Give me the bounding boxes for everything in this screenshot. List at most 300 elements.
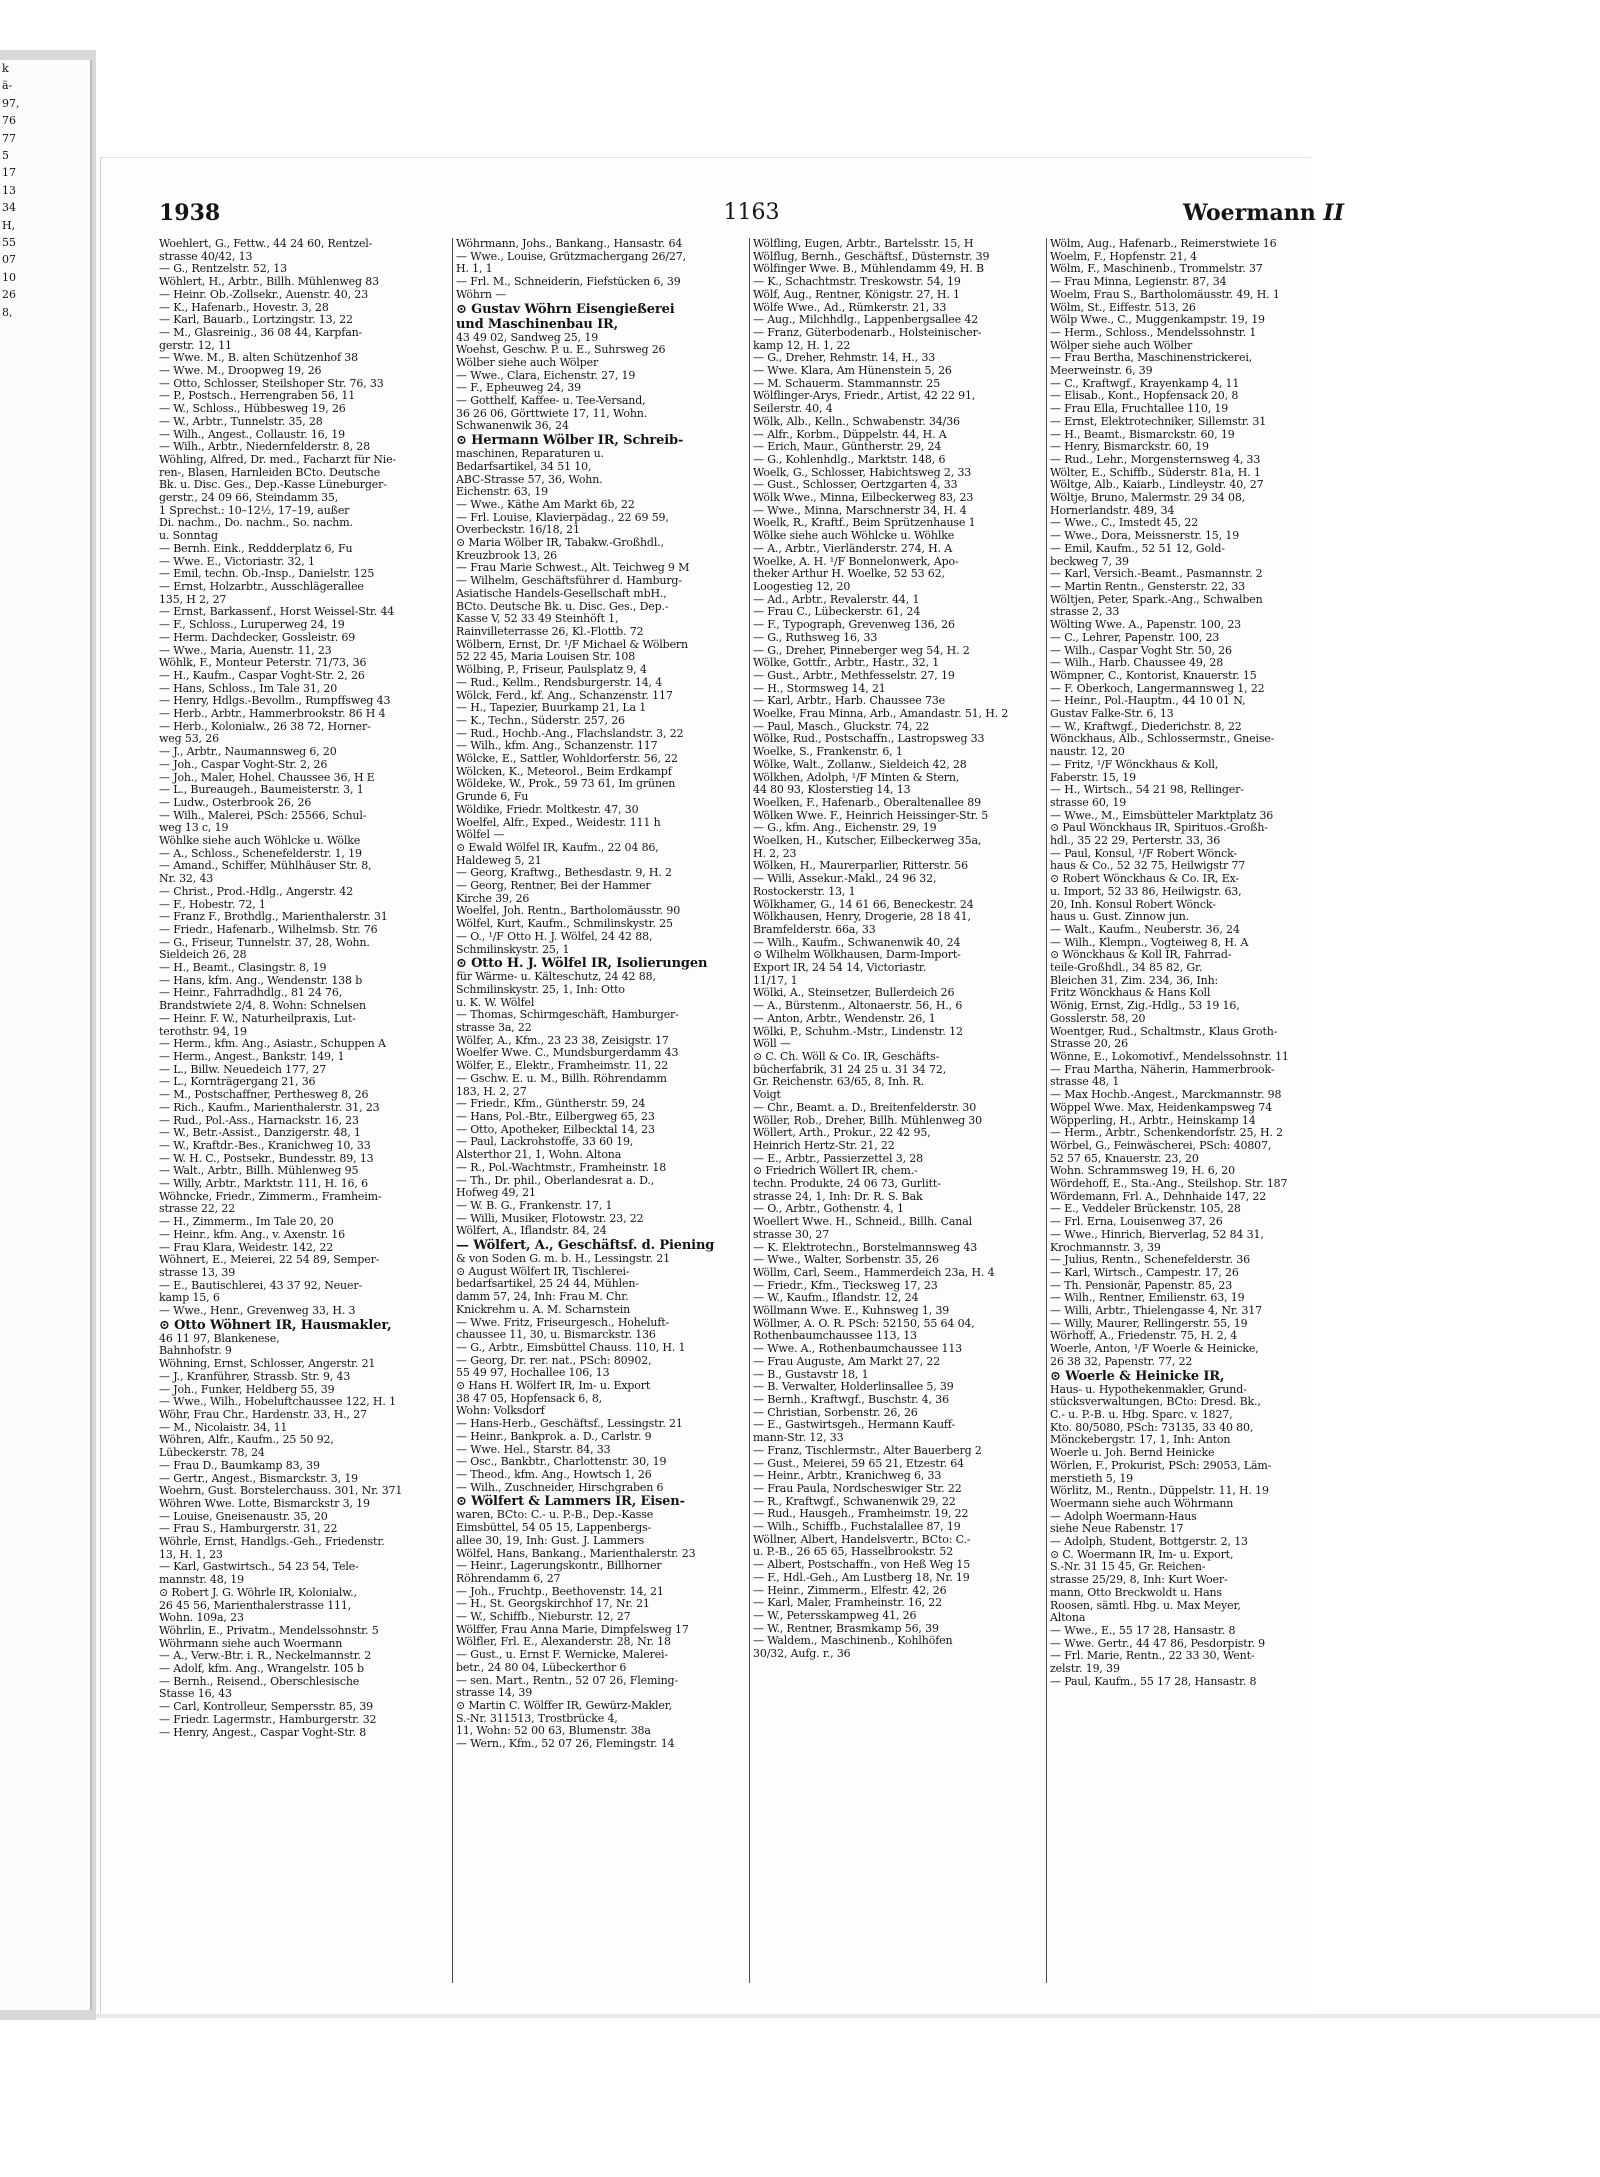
directory-entry: Wöhning, Ernst, Schlosser, Angerstr. 21	[159, 1358, 376, 1371]
directory-entry: Wölcke, E., Sattler, Wohldorferstr. 56, 22	[456, 753, 678, 766]
directory-entry: Kirche 39, 26	[456, 892, 530, 905]
directory-entry: Wöhnert, E., Meierei, 22 54 89, Semper-	[159, 1254, 380, 1267]
directory-entry: Wölbern, Ernst, Dr. ¹/F Michael & Wölbern	[456, 638, 688, 651]
directory-entry: — Chr., Beamt. a. D., Breitenfelderstr. 30	[753, 1101, 977, 1114]
directory-entry: — Wwe., Henr., Grevenweg 33, H. 3	[159, 1305, 356, 1318]
directory-entry: Wölter, E., Schiffb., Süderstr. 81a, H. 1	[1050, 466, 1261, 479]
directory-entry: Wömpner, C., Kontorist, Knauerstr. 15	[1050, 669, 1257, 682]
directory-entry: 46 11 97, Blankenese,	[159, 1332, 280, 1345]
page-number: 1163	[723, 200, 780, 225]
page-year: 1938	[159, 200, 221, 226]
directory-entry: Gustav Falke-Str. 6, 13	[1050, 708, 1174, 721]
directory-entry: — Wilh., Kaufm., Schwanenwik 40, 24	[753, 936, 961, 949]
directory-entry: ⊙ Robert Wönckhaus & Co. IR, Ex-	[1050, 873, 1240, 886]
directory-entry: Wöhrn —	[456, 288, 507, 301]
directory-entry: — Wwe. M., B. alten Schützenhof 38	[159, 352, 358, 365]
directory-entry: — Karl, Wirtsch., Campestr. 17, 26	[1050, 1266, 1239, 1279]
directory-entry: — Karl, Arbtr., Harb. Chaussee 73e	[753, 695, 946, 708]
directory-entry: Woerle u. Joh. Bernd Heinicke	[1050, 1447, 1215, 1460]
directory-entry: siehe Neue Rabenstr. 17	[1050, 1523, 1184, 1536]
directory-entry: Wölcken, K., Meteorol., Beim Erdkampf	[456, 765, 672, 778]
directory-entry: Di. nachm., Do. nachm., So. nachm.	[159, 517, 353, 530]
directory-entry: Kreuzbrook 13, 26	[456, 549, 558, 562]
directory-entry: — Christian, Sorbenstr. 26, 26	[753, 1406, 918, 1419]
directory-entry: Wölting Wwe. A., Papenstr. 100, 23	[1050, 619, 1242, 632]
directory-entry: ⊙ C. Woermann IR, Im- u. Export,	[1050, 1548, 1234, 1561]
directory-entry: — Karl, Maler, Framheinstr. 16, 22	[753, 1597, 943, 1610]
directory-entry: 36 26 06, Görttwiete 17, 11, Wohn.	[456, 407, 648, 420]
directory-entry: strasse 24, 1, Inh: Dr. R. S. Bak	[753, 1190, 923, 1203]
directory-entry: Wöltge, Alb., Kaiarb., Lindleystr. 40, 27	[1050, 479, 1264, 492]
directory-entry: Wölfinger Wwe. B., Mühlendamm 49, H. B	[753, 263, 984, 276]
directory-entry: C.- u. P.-B. u. Hbg. Sparc. v. 1827,	[1050, 1408, 1233, 1421]
directory-entry: theker Arthur H. Woelke, 52 53 62,	[753, 568, 945, 581]
facing-page-text: 26	[2, 288, 16, 302]
directory-entry: — W., Schiffb., Nieburstr. 12, 27	[456, 1611, 631, 1624]
facing-page	[0, 60, 92, 2010]
directory-entry: für Wärme- u. Kälteschutz, 24 42 88,	[456, 971, 656, 984]
directory-entry: — W., Arbtr., Tunnelstr. 35, 28	[159, 415, 323, 428]
directory-entry: Wöhlk, F., Monteur Peterstr. 71/73, 36	[159, 657, 367, 670]
directory-entry: — Emil, techn. Ob.-Insp., Danielstr. 125	[159, 568, 375, 581]
directory-entry: Wölffer, Frau Anna Marie, Dimpfelsweg 17	[456, 1623, 689, 1636]
directory-entry: — Hans, Schloss., Im Tale 31, 20	[159, 682, 338, 695]
directory-entry: — Hans-Herb., Geschäftsf., Lessingstr. 21	[456, 1418, 683, 1431]
directory-entry: 52 22 45, Maria Louisen Str. 108	[456, 651, 636, 664]
directory-entry: — A., Arbtr., Vierländerstr. 274, H. A	[753, 542, 953, 555]
directory-entry: — K., Techn., Süderstr. 257, 26	[456, 714, 625, 727]
directory-entry: — Heinr., Bankprok. a. D., Carlstr. 9	[456, 1430, 652, 1443]
directory-entry: — F., Schloss., Luruperweg 24, 19	[159, 619, 345, 632]
column-2	[456, 238, 746, 1998]
directory-entry: — W., Rentner, Brasmkamp 56, 39	[753, 1622, 939, 1635]
directory-entry: gerstr., 24 09 66, Steindamm 35,	[159, 492, 339, 505]
directory-entry: — Heinr., Fahrradhdlg., 81 24 76,	[159, 987, 343, 1000]
directory-entry: Wönne, E., Lokomotivf., Mendelssohnstr. 11	[1050, 1051, 1289, 1063]
directory-entry: Schwanenwik 36, 24	[456, 420, 569, 433]
directory-entry: waren, BCto: C.- u. P.-B., Dep.-Kasse	[456, 1509, 654, 1522]
directory-entry: — G., Friseur, Tunnelstr. 37, 28, Wohn.	[159, 936, 370, 949]
directory-entry: — Gust., Meierei, 59 65 21, Etzestr. 64	[753, 1457, 964, 1470]
directory-entry: H. 2, 23	[753, 847, 797, 860]
directory-entry: — C., Lehrer, Papenstr. 100, 23	[1050, 631, 1220, 644]
directory-entry: — E., Arbtr., Passierzettel 3, 28	[753, 1152, 923, 1165]
directory-entry: — Henry, Hdlgs.-Bevollm., Rumpffsweg 43	[159, 695, 391, 708]
directory-entry: Grunde 6, Fu	[456, 791, 529, 804]
directory-entry: — Anton, Arbtr., Wendenstr. 26, 1	[753, 1012, 936, 1025]
directory-entry: — Heinr. F. W., Naturheilpraxis, Lut-	[159, 1012, 356, 1025]
facing-page-text: 10	[2, 270, 16, 284]
directory-entry: — Friedr. Lagermstr., Hamburgerstr. 32	[159, 1713, 377, 1726]
directory-entry: Wöllmann Wwe. E., Kuhnsweg 1, 39	[753, 1305, 950, 1318]
directory-entry: — Wwe. E., Victoriastr. 32, 1	[159, 555, 315, 568]
directory-entry: — Wern., Kfm., 52 07 26, Flemingstr. 14	[456, 1738, 675, 1751]
directory-entry: terothstr. 94, 19	[159, 1025, 247, 1038]
directory-entry: — G., Arbtr., Eimsbüttel Chauss. 110, H. 1	[456, 1341, 686, 1354]
directory-entry: Roosen, sämtl. Hbg. u. Max Meyer,	[1050, 1599, 1241, 1612]
directory-entry: — Frau Minna, Legienstr. 87, 34	[1050, 276, 1227, 289]
directory-entry: — Rud., Hausgeh., Framheimstr. 19, 22	[753, 1508, 969, 1521]
directory-entry: — P., Postsch., Herrengraben 56, 11	[159, 390, 356, 403]
directory-entry: — Wwe., Clara, Eichenstr. 27, 19	[456, 369, 636, 382]
directory-entry: stücksverwaltungen, BCto: Dresd. Bk.,	[1050, 1396, 1261, 1409]
directory-entry: Woelm, Frau S., Bartholomäusstr. 49, H. 1	[1050, 288, 1280, 301]
directory-entry: BCto. Deutsche Bk. u. Disc. Ges., Dep.-	[456, 600, 669, 613]
directory-entry: strasse 2, 33	[1050, 606, 1120, 619]
directory-entry: 43 49 02, Sandweg 25, 19	[456, 331, 599, 344]
directory-entry: ⊙ Martin C. Wölffer IR, Gewürz-Makler,	[456, 1699, 672, 1712]
directory-entry: — Louise, Gneisenaustr. 35, 20	[159, 1510, 328, 1523]
directory-entry: Wöldeke, W., Prok., 59 73 61, Im grünen	[456, 778, 676, 791]
directory-entry: — Aug., Milchhdlg., Lappenbergsallee 42	[753, 314, 979, 327]
directory-entry: — Paul, Lackrohstoffe, 33 60 19,	[456, 1136, 634, 1149]
directory-entry: — M., Nicolaistr. 34, 11	[159, 1421, 288, 1434]
directory-entry: gerstr. 12, 11	[159, 339, 232, 352]
directory-columns	[159, 238, 1344, 1998]
directory-entry: ⊙ Hermann Wölber IR, Schreib-	[456, 433, 684, 449]
directory-entry: Overbeckstr. 16/18, 21	[456, 524, 580, 537]
directory-entry: — Friedr., Kfm., Tiecksweg 17, 23	[753, 1279, 938, 1292]
directory-entry: — G., Ruthsweg 16, 33	[753, 631, 878, 644]
directory-entry: — Otto, Schlosser, Steilshoper Str. 76, 33	[159, 377, 384, 390]
directory-entry: — G., kfm. Ang., Eichenstr. 29, 19	[753, 822, 937, 835]
directory-entry: — Rich., Kaufm., Marienthalerstr. 31, 23	[159, 1101, 380, 1114]
directory-entry: — Ernst, Holzarbtr., Ausschlägerallee	[159, 580, 364, 593]
directory-entry: — C., Kraftwgf., Krayenkamp 4, 11	[1050, 377, 1240, 390]
facing-page-text: 55	[2, 236, 16, 250]
directory-entry: — Willy, Arbtr., Marktstr. 111, H. 16, 6	[159, 1178, 368, 1191]
directory-entry: — Erich, Maur., Güntherstr. 29, 24	[753, 441, 942, 454]
directory-entry: 1 Sprechst.: 10–12½, 17–19, außer	[159, 504, 350, 517]
directory-entry: Wöhlke siehe auch Wöhlcke u. Wölke	[159, 835, 361, 848]
directory-entry: Hornerlandstr. 489, 34	[1050, 504, 1175, 517]
directory-entry: — F., Hdl.-Geh., Am Lustberg 18, Nr. 19	[753, 1571, 970, 1584]
directory-entry: — Joh., Funker, Heldberg 55, 39	[159, 1383, 335, 1396]
directory-entry: — Frau Klara, Weidestr. 142, 22	[159, 1241, 334, 1254]
directory-entry: — R., Pol.-Wachtmstr., Framheinstr. 18	[456, 1161, 667, 1174]
directory-entry: — Adolf, kfm. Ang., Wrangelstr. 105 b	[159, 1663, 364, 1676]
directory-entry: — W., Schloss., Hübbesweg 19, 26	[159, 403, 346, 416]
directory-entry: Woehst, Geschw. P. u. E., Suhrsweg 26	[456, 344, 666, 357]
directory-entry: — Wwe. Fritz, Friseurgesch., Hoheluft-	[456, 1316, 670, 1329]
directory-entry: Woellert Wwe. H., Schneid., Billh. Canal	[753, 1216, 972, 1229]
directory-entry: damm 57, 24, Inh: Frau M. Chr.	[456, 1291, 629, 1304]
directory-entry: — Wwe., E., 55 17 28, Hansastr. 8	[1050, 1624, 1236, 1637]
column-divider	[1046, 238, 1047, 1983]
directory-entry: — Ludw., Osterbrook 26, 26	[159, 796, 312, 809]
directory-entry: — M. Schauerm. Stammannstr. 25	[753, 377, 941, 390]
directory-entry: Bedarfsartikel, 34 51 10,	[456, 460, 592, 473]
directory-entry: — Rud., Hochb.-Ang., Flachslandstr. 3, 22	[456, 727, 684, 740]
directory-entry: strasse 30, 27	[753, 1228, 830, 1241]
directory-entry: Lübeckerstr. 78, 24	[159, 1447, 265, 1460]
directory-entry: Wölfert, A., Iflandstr. 84, 24	[456, 1225, 607, 1238]
directory-entry: Bleichen 31, Zim. 234, 36, Inh:	[1050, 974, 1219, 987]
directory-entry: Wölke, Gottfr., Arbtr., Hastr., 32, 1	[753, 657, 940, 670]
directory-entry: — Frau Auguste, Am Markt 27, 22	[753, 1355, 941, 1368]
page-header	[159, 200, 1344, 230]
directory-entry: — G., Dreher, Pinneberger weg 54, H. 2	[753, 644, 970, 657]
directory-entry: — Frl. Louise, Klavierpädag., 22 69 59,	[456, 511, 669, 524]
directory-entry: Kto. 80/5080, PSch: 73135, 33 40 80,	[1050, 1421, 1254, 1434]
directory-entry: — Max Hochb.-Angest., Marckmannstr. 98	[1050, 1089, 1282, 1102]
directory-entry: maschinen, Reparaturen u.	[456, 448, 604, 461]
directory-entry: — Hans, Pol.-Btr., Eilbergweg 65, 23	[456, 1111, 655, 1123]
directory-entry: Gosslerstr. 58, 20	[1050, 1012, 1146, 1025]
directory-entry: — Ad., Arbtr., Revalerstr. 44, 1	[753, 593, 920, 606]
directory-entry: — G., Dreher, Rehmstr. 14, H., 33	[753, 352, 936, 365]
directory-entry: — Heinr. Ob.-Zollsekr., Auenstr. 40, 23	[159, 288, 369, 301]
directory-entry: — Wilh., kfm. Ang., Schanzenstr. 117	[456, 740, 658, 753]
directory-entry: — Paul, Konsul, ¹/F Robert Wönck-	[1050, 847, 1237, 860]
column-divider	[749, 238, 750, 1983]
directory-entry: strasse 48, 1	[1050, 1076, 1120, 1089]
directory-entry: Seilerstr. 40, 4	[753, 403, 833, 416]
directory-entry: 135, H 2, 27	[159, 593, 227, 606]
directory-entry: Wörbel, G., Feinwäscherei, PSch: 40807,	[1050, 1139, 1272, 1152]
directory-entry: — Theod., kfm. Ang., Howtsch 1, 26	[456, 1468, 652, 1481]
directory-entry: Woelfel, Joh. Rentn., Bartholomäusstr. 90	[456, 905, 681, 918]
directory-entry: — Frau S., Hamburgerstr. 31, 22	[159, 1523, 338, 1536]
directory-entry: techn. Produkte, 24 06 73, Gurlitt-	[753, 1178, 941, 1191]
directory-entry: S.-Nr. 31 15 45, Gr. Reichen-	[1050, 1561, 1206, 1574]
directory-entry: Alsterthor 21, 1, Wohn. Altona	[456, 1149, 622, 1162]
directory-entry: — M., Postschaffner, Perthesweg 8, 26	[159, 1089, 369, 1102]
directory-entry: — E., Bautischlerei, 43 37 92, Neuer-	[159, 1279, 363, 1292]
directory-entry: — E., Veddeler Brückenstr. 105, 28	[1050, 1203, 1241, 1216]
directory-entry: Wölfer, A., Kfm., 23 23 38, Zeisigstr. 17	[456, 1034, 669, 1047]
directory-entry: Wölfler, Frl. E., Alexanderstr. 28, Nr. 18	[456, 1636, 671, 1649]
directory-entry: — Wwe., Minna, Marschnerstr 34, H. 4	[753, 504, 967, 517]
directory-entry: — Rud., Pol.-Ass., Harnackstr. 16, 23	[159, 1114, 359, 1127]
directory-entry: Fritz Wönckhaus & Hans Koll	[1050, 987, 1211, 1000]
directory-entry: u. P.-B., 26 65 65, Hasselbrookstr. 52	[753, 1546, 954, 1559]
directory-entry: Rothenbaumchaussee 113, 13	[753, 1330, 917, 1343]
directory-entry: Wölper siehe auch Wölber	[1050, 339, 1193, 352]
directory-entry: Bk. u. Disc. Ges., Dep.-Kasse Lüneburger-	[159, 479, 387, 492]
directory-entry: — K., Schachtmstr. Treskowstr. 54, 19	[753, 276, 961, 289]
directory-entry: H. 1, 1	[456, 263, 493, 276]
directory-entry: Wölkhen, Adolph, ¹/F Minten & Stern,	[753, 771, 960, 784]
directory-entry: — H., Tapezier, Buurkamp 21, La 1	[456, 702, 647, 715]
facing-page-text: 77	[2, 131, 16, 145]
directory-entry: Altona	[1050, 1612, 1086, 1625]
column-3	[753, 238, 1043, 1998]
directory-entry: ⊙ Woerle & Heinicke IR,	[1050, 1368, 1225, 1384]
directory-entry: — W., Kaufm., Iflandstr. 12, 24	[753, 1292, 919, 1305]
directory-entry: — B., Gustavstr 18, 1	[753, 1368, 869, 1381]
directory-entry: u. Import, 52 33 86, Heilwigstr. 63,	[1050, 885, 1242, 898]
directory-entry: — Friedr., Hafenarb., Wilhelmsb. Str. 76	[159, 923, 378, 936]
directory-entry: 44 80 93, Klosterstieg 14, 13	[753, 784, 911, 797]
directory-entry: Brandstwiete 2/4, 8. Wohn: Schnelsen	[159, 1000, 366, 1013]
directory-entry: Mönckebergstr. 17, 1, Inh: Anton	[1050, 1434, 1231, 1447]
directory-entry: — Wilh., Malerei, PSch: 25566, Schul-	[159, 809, 367, 822]
directory-entry: — Emil, Kaufm., 52 51 12, Gold-	[1050, 542, 1225, 555]
directory-entry: — Th., Dr. phil., Oberlandesrat a. D.,	[456, 1174, 655, 1187]
directory-entry: Voigt	[753, 1089, 781, 1102]
directory-entry: Wönckhaus, Alb., Schlossermstr., Gneise-	[1050, 733, 1275, 746]
directory-entry: kamp 15, 6	[159, 1292, 220, 1305]
directory-entry: Wöpperling, H., Arbtr., Heinskamp 14	[1050, 1114, 1256, 1127]
directory-entry: Haldeweg 5, 21	[456, 854, 542, 867]
directory-entry: — Waldem., Maschinenb., Kohlhöfen	[753, 1635, 953, 1648]
directory-entry: 11/17, 1	[753, 974, 798, 987]
directory-entry: — Gotthelf, Kaffee- u. Tee-Versand,	[456, 395, 646, 408]
directory-entry: — L., Billw. Neuedeich 177, 27	[159, 1063, 327, 1076]
directory-entry: Woelken, F., Hafenarb., Oberaltenallee 89	[753, 796, 981, 809]
directory-entry: Wölkhamer, G., 14 61 66, Beneckestr. 24	[753, 898, 974, 911]
directory-entry: — Wilh., Harb. Chaussee 49, 28	[1050, 657, 1224, 670]
directory-entry: Haus- u. Hypothekenmakler, Grund-	[1050, 1383, 1247, 1396]
directory-entry: — Wilh., Angest., Collaustr. 16, 19	[159, 428, 345, 441]
directory-entry: u. Sonntag	[159, 530, 218, 543]
directory-entry: ⊙ Maria Wölber IR, Tabakw.-Großhdl.,	[456, 537, 664, 550]
directory-entry: — A., Bürstenm., Altonaerstr. 56, H., 6	[753, 1000, 963, 1013]
directory-entry: Wölm, Aug., Hafenarb., Reimerstwiete 16	[1050, 238, 1277, 250]
directory-entry: — Gust., Arbtr., Methfesselstr. 27, 19	[753, 669, 955, 682]
directory-entry: weg 53, 26	[159, 733, 219, 746]
directory-entry: Wölke siehe auch Wöhlcke u. Wöhlke	[753, 530, 955, 543]
directory-entry: Eichenstr. 63, 19	[456, 486, 548, 499]
directory-entry: — Wilh., Caspar Voght Str. 50, 26	[1050, 644, 1232, 657]
directory-entry: Röhrendamm 6, 27	[456, 1572, 561, 1585]
directory-entry: Wölck, Ferd., kf. Ang., Schanzenstr. 117	[456, 689, 673, 702]
directory-entry: Asiatische Handels-Gesellschaft mbH.,	[456, 587, 667, 600]
directory-entry: — Gertr., Angest., Bismarckstr. 3, 19	[159, 1472, 359, 1485]
directory-entry: — Bernh., Reisend., Oberschlesische	[159, 1675, 360, 1688]
directory-entry: ⊙ Wönckhaus & Koll IR, Fahrrad-	[1050, 949, 1232, 962]
directory-entry: Wördemann, Frl. A., Dehnhaide 147, 22	[1050, 1190, 1267, 1203]
directory-entry: ⊙ Ewald Wölfel IR, Kaufm., 22 04 86,	[456, 841, 659, 854]
directory-entry: — O., ¹/F Otto H. J. Wölfel, 24 42 88,	[456, 930, 653, 943]
directory-entry: — F., Epheuweg 24, 39	[456, 382, 581, 395]
directory-entry: — Gschw. E. u. M., Billh. Röhrendamm	[456, 1072, 667, 1085]
directory-entry: — L., Kornträgergang 21, 36	[159, 1076, 316, 1089]
directory-entry: ⊙ Otto H. J. Wölfel IR, Isolierungen	[456, 956, 708, 972]
directory-entry: ABC-Strasse 57, 36, Wohn.	[456, 473, 603, 486]
directory-entry: — Herm., Arbtr., Schenkendorfstr. 25, H. 2	[1050, 1127, 1283, 1140]
directory-entry: Rostockerstr. 13, 1	[753, 885, 856, 898]
running-head-name: Woermann	[1183, 200, 1316, 226]
directory-entry: Wölfling, Eugen, Arbtr., Bartelsstr. 15, H	[753, 238, 974, 250]
directory-entry: — sen. Mart., Rentn., 52 07 26, Fleming-	[456, 1674, 679, 1687]
directory-entry: Wölki, P., Schuhm.-Mstr., Lindenstr. 12	[753, 1025, 963, 1038]
directory-entry: — Paul, Kaufm., 55 17 28, Hansastr. 8	[1050, 1675, 1257, 1688]
directory-entry: — Henry, Bismarckstr. 60, 19	[1050, 441, 1209, 454]
directory-entry: — Wwe., Walter, Sorbenstr. 35, 26	[753, 1254, 939, 1267]
directory-entry: Wöller, Rob., Dreher, Billh. Mühlenweg 30	[753, 1114, 983, 1127]
directory-entry: — G., Rentzelstr. 52, 13	[159, 263, 287, 276]
directory-entry: — Hans, kfm. Ang., Wendenstr. 138 b	[159, 974, 363, 987]
directory-entry: — Wwe. M., Droopweg 19, 26	[159, 365, 322, 378]
directory-entry: — Otto, Apotheker, Eilbecktal 14, 23	[456, 1123, 655, 1136]
directory-entry: chaussee 11, 30, u. Bismarckstr. 136	[456, 1329, 656, 1342]
directory-entry: Wölbing, P., Friseur, Paulsplatz 9, 4	[456, 664, 647, 677]
directory-entry: — Frau Bertha, Maschinenstrickerei,	[1050, 352, 1253, 365]
directory-entry: Loogestieg 12, 20	[753, 580, 851, 593]
directory-entry: — Frau D., Baumkamp 83, 39	[159, 1459, 320, 1472]
directory-entry: Bahnhofstr. 9	[159, 1345, 232, 1358]
directory-entry: Wöhrle, Ernst, Handlgs.-Geh., Friedenstr.	[159, 1536, 385, 1549]
directory-entry: — Frl. Marie, Rentn., 22 33 30, Went-	[1050, 1650, 1255, 1663]
directory-entry: — Georg, Dr. rer. nat., PSch: 80902,	[456, 1354, 652, 1367]
directory-entry: Rainvilleterrasse 26, Kl.-Flottb. 72	[456, 625, 644, 638]
directory-entry: — O., Arbtr., Gothenstr. 4, 1	[753, 1203, 904, 1216]
directory-entry: Wölfel, Hans, Bankang., Marienthalerstr. 23	[456, 1547, 696, 1560]
column-divider	[452, 238, 453, 1983]
directory-entry: — Karl, Bauarb., Lortzingstr. 13, 22	[159, 314, 353, 327]
directory-entry: — Wwe. Hel., Starstr. 84, 33	[456, 1443, 611, 1456]
directory-entry: — Alfr., Korbm., Düppelstr. 44, H. A	[753, 428, 947, 441]
directory-entry: — Rud., Kellm., Rendsburgerstr. 14, 4	[456, 676, 663, 689]
directory-entry: Woelken, H., Kutscher, Eilbeckerweg 35a,	[753, 835, 982, 848]
directory-entry: teile-Großhdl., 34 85 82, Gr.	[1050, 962, 1203, 975]
directory-entry: — Wwe., Maria, Auenstr. 11, 23	[159, 644, 332, 657]
directory-entry: 13, H. 1, 23	[159, 1548, 223, 1561]
directory-entry: Woelke, S., Frankenstr. 6, 1	[753, 746, 903, 759]
directory-entry: Wölk Wwe., Minna, Eilbeckerweg 83, 23	[753, 492, 974, 505]
directory-entry: — Frau Marie Schwest., Alt. Teichweg 9 M	[456, 562, 690, 575]
directory-entry: ⊙ Wilhelm Wölkhausen, Darm-Import-	[753, 949, 961, 962]
directory-entry: Wölken, H., Maurerparlier, Ritterstr. 56	[753, 860, 968, 873]
directory-entry: Wöhncke, Friedr., Zimmerm., Framheim-	[159, 1190, 382, 1203]
directory-entry: weg 13 c, 19	[159, 822, 229, 835]
directory-entry: haus & Co., 52 32 75, Heilwigstr 77	[1050, 860, 1246, 873]
directory-entry: — J., Arbtr., Naumannsweg 6, 20	[159, 746, 337, 759]
directory-entry: — Heinr., Arbtr., Kranichweg 6, 33	[753, 1470, 942, 1483]
directory-entry: Strasse 20, 26	[1050, 1038, 1128, 1051]
directory-entry: kamp 12, H. 1, 22	[753, 339, 851, 352]
directory-entry: mannstr. 48, 19	[159, 1574, 245, 1587]
directory-entry: Wölm, F., Maschinenb., Trommelstr. 37	[1050, 263, 1263, 276]
directory-entry: Woerle, Anton, ¹/F Woerle & Heinicke,	[1050, 1343, 1259, 1356]
directory-entry: — B. Verwalter, Holderlinsallee 5, 39	[753, 1381, 954, 1394]
directory-entry: — H., Kaufm., Caspar Voght-Str. 2, 26	[159, 669, 365, 682]
directory-entry: ⊙ August Wölfert IR, Tischlerei-	[456, 1265, 630, 1278]
directory-entry: — Wwe., Louise, Grützmachergang 26/27,	[456, 250, 686, 263]
directory-entry: Meerweinstr. 6, 39	[1050, 365, 1153, 378]
directory-entry: & von Soden G. m. b. H., Lessingstr. 21	[456, 1253, 670, 1266]
directory-entry: — Walt., Arbtr., Billh. Mühlenweg 95	[159, 1165, 359, 1178]
facing-page-text: ä-	[2, 79, 13, 93]
column-4	[1050, 238, 1340, 1998]
directory-entry: — Herm. Dachdecker, Gossleistr. 69	[159, 631, 356, 644]
directory-entry: — Frl. M., Schneiderin, Fiefstücken 6, 39	[456, 276, 681, 289]
column-1	[159, 238, 449, 1998]
directory-entry: — Franz, Tischlermstr., Alter Bauerberg 2	[753, 1444, 982, 1457]
directory-entry: — Willi, Arbtr., Thielengasse 4, Nr. 317	[1050, 1305, 1262, 1318]
directory-entry: — Adolph, Student, Bottgerstr. 2, 13	[1050, 1536, 1248, 1549]
directory-entry: — Wwe., M., Eimsbütteler Marktplatz 36	[1050, 809, 1274, 822]
directory-entry: Krochmannstr. 3, 39	[1050, 1241, 1161, 1254]
directory-entry: — Heinr., kfm. Ang., v. Axenstr. 16	[159, 1228, 345, 1241]
directory-entry: Hofweg 49, 21	[456, 1187, 536, 1200]
directory-entry: 38 47 05, Hopfensack 6, 8,	[456, 1392, 603, 1405]
directory-entry: — Carl, Kontrolleur, Sempersstr. 85, 39	[159, 1701, 374, 1714]
directory-entry: ⊙ Friedrich Wöllert IR, chem.-	[753, 1165, 918, 1178]
directory-entry: — Adolph Woermann-Haus	[1050, 1510, 1197, 1523]
directory-entry: Wölfel, Kurt, Kaufm., Schmilinskystr. 25	[456, 918, 673, 931]
directory-entry: strasse 14, 39	[456, 1687, 533, 1700]
directory-entry: — W., Betr.-Assist., Danzigerstr. 48, 1	[159, 1127, 361, 1140]
directory-entry: — Wölfert, A., Geschäftsf. d. Piening	[456, 1238, 715, 1254]
directory-entry: — F., Typograph, Grevenweg 136, 26	[753, 619, 955, 632]
facing-page-text: 07	[2, 253, 16, 267]
directory-entry: — Walt., Kaufm., Neuberstr. 36, 24	[1050, 923, 1240, 936]
directory-entry: — Bernh., Kraftwgf., Buschstr. 4, 36	[753, 1393, 949, 1406]
facing-page-text: 5	[2, 149, 9, 163]
